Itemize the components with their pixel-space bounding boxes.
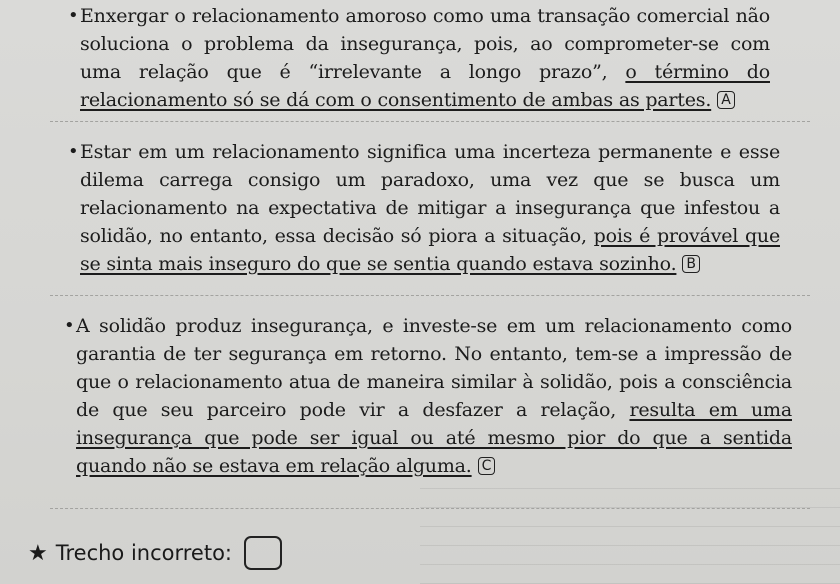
label-a-box: A	[717, 91, 734, 109]
statement-c-text: A solidão produz insegurança, e investe-se em um relacionamento como garantia de ter segurança em retorno. No entanto, tem-se a impressão de que o relacionamento atua de maneira similar à solidão, pois a consciência de que seu parceiro pode vir a desfazer a relação,	[76, 315, 792, 421]
statement-a-text: Enxergar o relacionamento amoroso como uma transação comercial não soluciona o problema da insegurança, pois, ao comprometer-se com uma relação que é “irrelevante a longo prazo”,	[80, 5, 770, 83]
page-bleed-through	[420, 470, 840, 584]
dashed-separator	[50, 295, 810, 296]
statement-b	[68, 138, 780, 278]
answer-label: Trecho incorreto:	[55, 541, 232, 565]
dashed-separator	[50, 121, 810, 122]
label-c-box: C	[478, 457, 496, 475]
statement-b-text: Estar em um relacionamento significa uma incerteza permanente e esse dilema carrega consigo um paradoxo, uma vez que se busca um relacionamento na expectativa de mitigar a insegurança que infestou a solidão, no entanto, essa decisão só piora a situação,	[80, 141, 780, 247]
statement-a-underlined: o término do relacionamento só se dá com o consentimento de ambas as partes.	[80, 61, 770, 111]
bullet-dot: •	[64, 315, 75, 336]
dashed-separator	[50, 508, 810, 509]
star-icon: ★	[28, 540, 48, 566]
answer-box[interactable]	[244, 536, 282, 570]
label-b-box: B	[682, 255, 699, 273]
bullet-dot: •	[68, 141, 79, 162]
statement-c-underlined: resulta em uma insegurança que pode ser igual ou até mesmo pior do que a sentida quando não se estava em relação alguma.	[76, 399, 792, 477]
bullet-dot: •	[68, 5, 79, 26]
answer-row	[28, 536, 282, 570]
statement-b-underlined: pois é provável que se sinta mais inseguro do que se sentia quando estava sozinho.	[80, 225, 780, 275]
statement-a	[68, 2, 770, 114]
statement-c	[64, 312, 792, 480]
